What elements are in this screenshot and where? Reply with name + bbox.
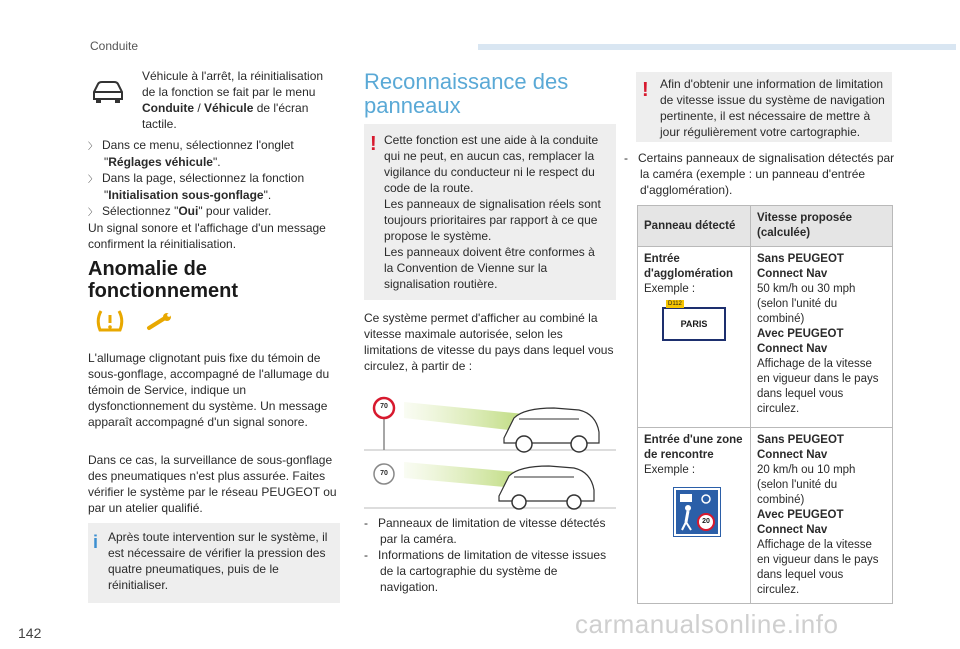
header-bar — [478, 44, 956, 50]
info-note-box — [88, 523, 340, 603]
anomaly-paragraph-2: Dans ce cas, la surveillance de sous-gonflage des pneumatiques n'est plus assurée. Faites vérifier le système par le réseau PEUGEOT ou par un atelier qualifié. — [88, 453, 337, 515]
info-note-text: Après toute intervention sur le système, il est nécessaire de vérifier la pression des quatre pneumatiques, puis de le réinitialiser. — [108, 530, 328, 592]
navigation-warning-text: Afin d'obtenir une information de limitation de vitesse issue du système de navigation pertinente, il est nécessaire de mettre à jour régulièrement votre cartographie. — [660, 77, 885, 139]
speed-line: 20 km/h ou 10 mph (selon l'unité du combiné) — [757, 464, 856, 506]
example-label: Exemple : — [644, 283, 696, 295]
speed-line: Sans PEUGEOT Connect Nav — [757, 253, 844, 280]
speed-line: Avec PEUGEOT Connect Nav — [757, 328, 844, 355]
speed-line: Avec PEUGEOT Connect Nav — [757, 509, 844, 536]
list-item: - Panneaux de limitation de vitesse détectés par la caméra. — [364, 516, 606, 546]
warning-icon: ! — [642, 79, 649, 101]
sign-title: Entrée d'une zone de rencontre — [644, 434, 743, 461]
speed-line: Sans PEUGEOT Connect Nav — [757, 434, 844, 461]
meeting-zone-sign — [674, 488, 720, 536]
warning-line: Les panneaux doivent être conformes à la Convention de Vienne sur la signalisation routière. — [384, 245, 595, 291]
service-wrench-icon — [146, 312, 174, 334]
example-label: Exemple : — [644, 464, 696, 476]
warning-line: Les panneaux de signalisation réels sont toujours prioritaires par rapport à ce que propose le système. — [384, 197, 601, 243]
sign-speed-table — [637, 205, 893, 604]
sign-title: Entrée d'agglomération — [644, 253, 733, 280]
steps-list — [88, 137, 343, 252]
camera-sign-illustration — [364, 388, 616, 458]
confirm-text: Un signal sonore et l'affichage d'un message confirment la réinitialisation. — [88, 221, 326, 251]
navigation-illustration — [364, 452, 616, 512]
warning-icon: ! — [370, 133, 377, 155]
navigation-warning-box — [636, 72, 892, 142]
speed-limit-value: 20 — [702, 518, 710, 525]
list-item: - Informations de limitation de vitesse issues de la cartographie du système de navigation. — [364, 548, 607, 594]
road-number-tag: D112 — [668, 301, 682, 307]
camera-signs-bullet: - Certains panneaux de signalisation détectés par la caméra (exemple : un panneau d'entrée d'agglomération). — [624, 151, 895, 197]
table-header: Panneau détecté — [638, 206, 751, 247]
speed-line: 50 km/h ou 30 mph (selon l'unité du combiné) — [757, 283, 856, 325]
section-header: Conduite — [90, 39, 139, 53]
source-list — [364, 515, 616, 595]
town-name: PARIS — [680, 319, 708, 329]
table-header: Vitesse proposée (calculée) — [751, 206, 893, 247]
warning-box — [364, 124, 616, 300]
speed-line: Affichage de la vitesse en vigueur dans le pays dans lequel vous circulez. — [757, 539, 879, 596]
info-icon: i — [93, 532, 99, 552]
speed-line: Affichage de la vitesse en vigueur dans le pays dans lequel vous circulez. — [757, 358, 879, 415]
car-menu-icon — [88, 74, 128, 114]
anomaly-paragraph-1: L'allumage clignotant puis fixe du témoin de sous-gonflage, accompagné de l'allumage du témoin de Service, indique un dysfonctionnement du système. Un message apparaît accompagné d'un signal sonore. — [88, 351, 330, 429]
speed-sign-value: 70 — [380, 403, 388, 410]
page-number: 142 — [18, 625, 42, 641]
anomaly-title: Anomalie de fonctionnement — [88, 258, 238, 302]
step-item: 〉 Sélectionnez "Oui" pour valider. — [88, 204, 272, 218]
paris-entry-sign — [662, 301, 726, 341]
tyre-pressure-warning-icon — [95, 308, 135, 338]
vehicle-reset-note: Véhicule à l'arrêt, la réinitialisation de la fonction se fait par le menu Conduite / Véhicule de l'écran tactile. — [142, 69, 324, 131]
warning-line: Cette fonction est une aide à la conduite qui ne peut, en aucun cas, remplacer la vigilance du conducteur ni le respect du code de la route. — [384, 133, 599, 195]
table-row — [638, 247, 893, 428]
table-row — [638, 428, 893, 604]
speed-sign-value: 70 — [380, 470, 388, 477]
step-item: 〉 Dans ce menu, sélectionnez l'onglet "Réglages véhicule". — [88, 138, 294, 169]
intro-text: Ce système permet d'afficher au combiné la vitesse maximale autorisée, selon les limitations de vitesse du pays dans lequel vous circulez, à partir de : — [364, 311, 614, 373]
watermark: carmanualsonline.info — [575, 609, 839, 639]
page-title: Reconnaissance des panneaux — [364, 69, 569, 118]
step-item: 〉 Dans la page, sélectionnez la fonction "Initialisation sous-gonflage". — [88, 171, 305, 202]
